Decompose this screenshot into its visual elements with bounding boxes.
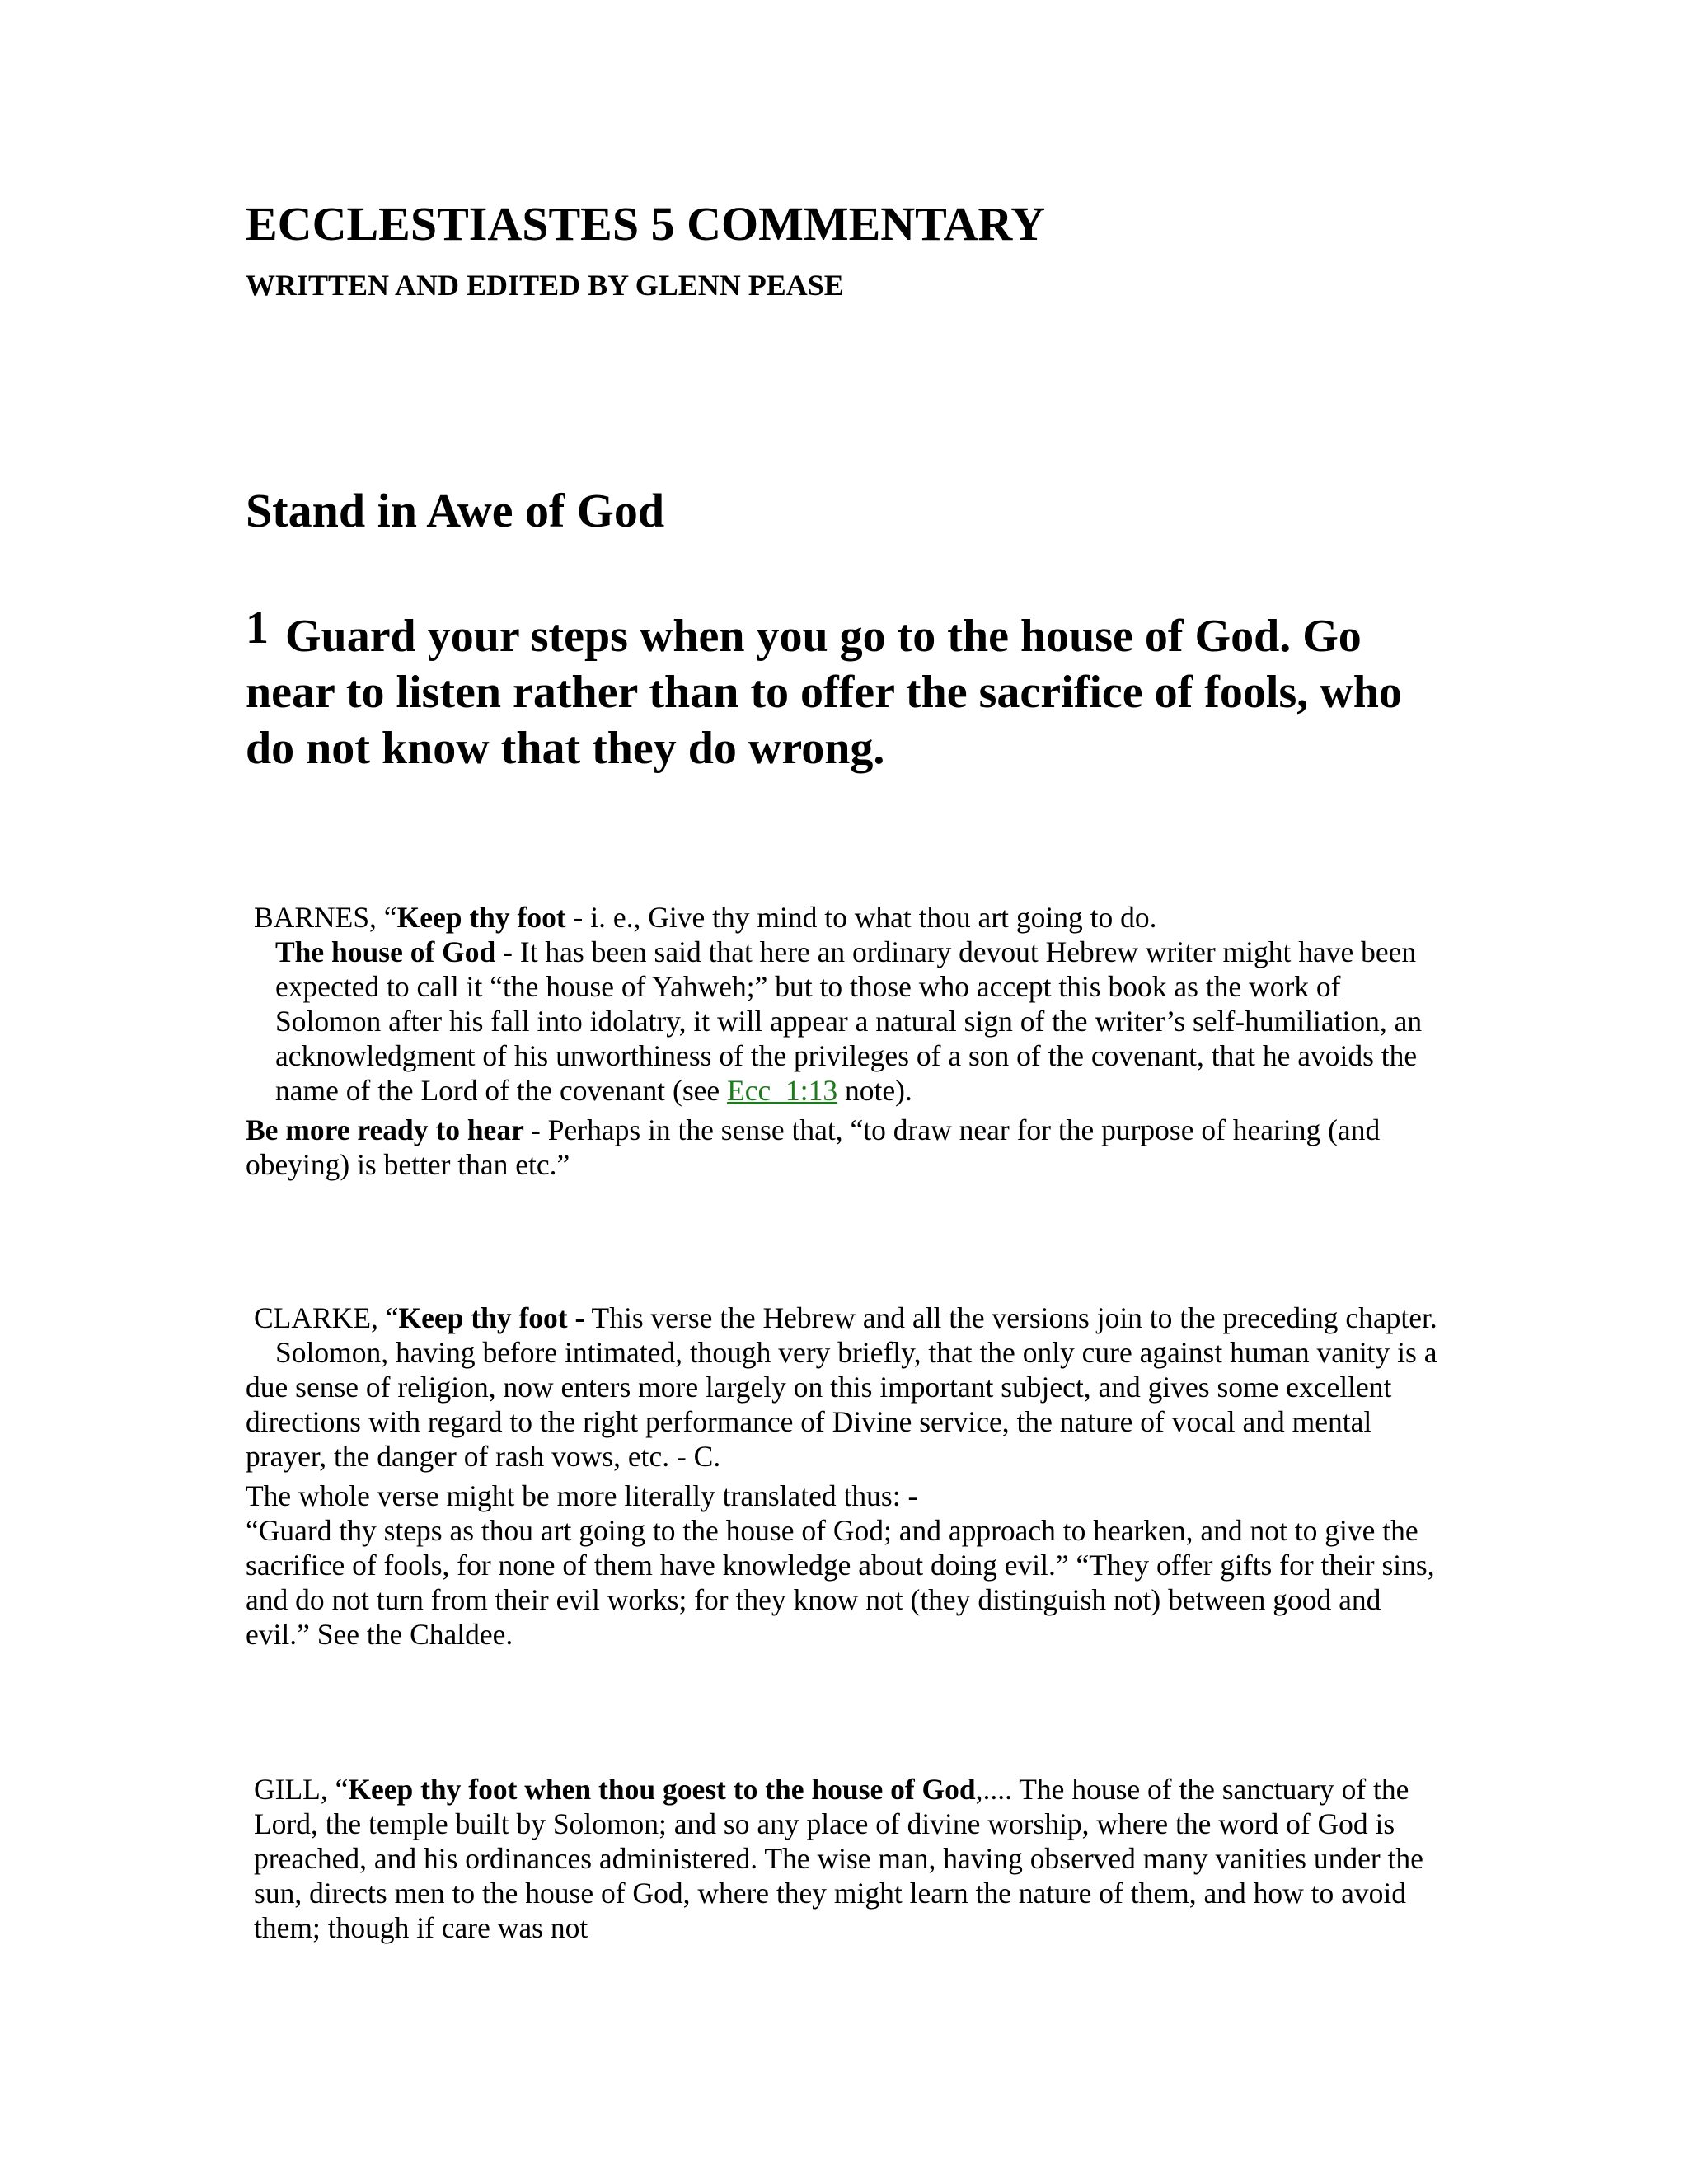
verse-text-block [246, 600, 1432, 776]
gill-paragraph-1 [246, 1772, 1449, 1945]
clarke-paragraph-2: Solomon, having before intimated, though very briefly, that the only cure against human vanity is a due sense of religion, now enters more largely on this important subject, and gives some excellent directions with regard to the right performance of Divine service, the nature of vocal and mental prayer, the danger of rash vows, etc. - C. [246, 1336, 1437, 1473]
barnes-text-3: Perhaps in the sense that, “to draw near for the purpose of hearing (and obeying) is better than etc.” [246, 1113, 1381, 1181]
barnes-paragraph-2 [246, 935, 1449, 1108]
barnes-source-label: BARNES, “ [254, 901, 397, 934]
barnes-text-1: i. e., Give thy mind to what thou art going to do. [583, 901, 1157, 934]
clarke-commentary [246, 1301, 1449, 1652]
scripture-reference-link[interactable]: Ecc_1:13 [727, 1074, 838, 1107]
gill-commentary [246, 1772, 1449, 1945]
clarke-text-1: This verse the Hebrew and all the versions join to the preceding chapter. [584, 1301, 1437, 1334]
verse-text: Guard your steps when you go to the house of God. Go near to listen rather than to offer the sacrifice of fools, who do not know that they do wrong. [246, 611, 1402, 774]
barnes-commentary [246, 900, 1449, 1182]
clarke-paragraph-3: The whole verse might be more literally translated thus: - [246, 1479, 918, 1512]
barnes-paragraph-1 [246, 900, 1449, 935]
verse-number: 1 [246, 602, 269, 654]
barnes-paragraph-3 [246, 1113, 1449, 1182]
clarke-paragraph-4: “Guard thy steps as thou art going to the house of God; and approach to hearken, and not to give the sacrifice of fools, for none of them have knowledge about doing evil.” “They offer gifts for their sins, and do not turn from their evil works; for they know not (they distinguish not) between good and evil.” See the Chaldee. [246, 1514, 1435, 1651]
barnes-term-2: The house of God - [275, 935, 513, 968]
clarke-term-1: Keep thy foot - [398, 1301, 585, 1334]
document-title: ECCLESTIASTES 5 COMMENTARY [246, 197, 1046, 251]
gill-source-label: GILL, “ [254, 1773, 349, 1806]
section-heading: Stand in Awe of God [246, 484, 665, 537]
barnes-text-2: It has been said that here an ordinary devout Hebrew writer might have been expected to call it “the house of Yahweh;” but to those who accept this book as the work of Solomon after his fall into idolatry, it will appear a natural sign of the writer’s self-humiliation, an acknowledgment of his unworthiness of the privileges of a son of the covenant, that he avoids the name of the Lord of the covenant (see [275, 935, 1423, 1107]
document-subtitle: WRITTEN AND EDITED BY GLENN PEASE [246, 269, 844, 302]
gill-text-1: ,.... The house of the sanctuary of the Lord, the temple built by Solomon; and so any place of divine worship, where the word of God is preached, and his ordinances administered. The wise man, having observed many vanities under the sun, directs men to the house of God, where they might learn the nature of them, and how to avoid them; though if care was not [254, 1773, 1423, 1944]
clarke-paragraph-1 [246, 1301, 1449, 1335]
barnes-text-2-end: note). [837, 1074, 912, 1107]
barnes-term-1: Keep thy foot - [396, 901, 584, 934]
barnes-term-3: Be more ready to hear - [246, 1113, 541, 1146]
clarke-source-label: CLARKE, “ [254, 1301, 399, 1334]
gill-term-1: Keep thy foot when thou goest to the house of God [348, 1773, 976, 1806]
